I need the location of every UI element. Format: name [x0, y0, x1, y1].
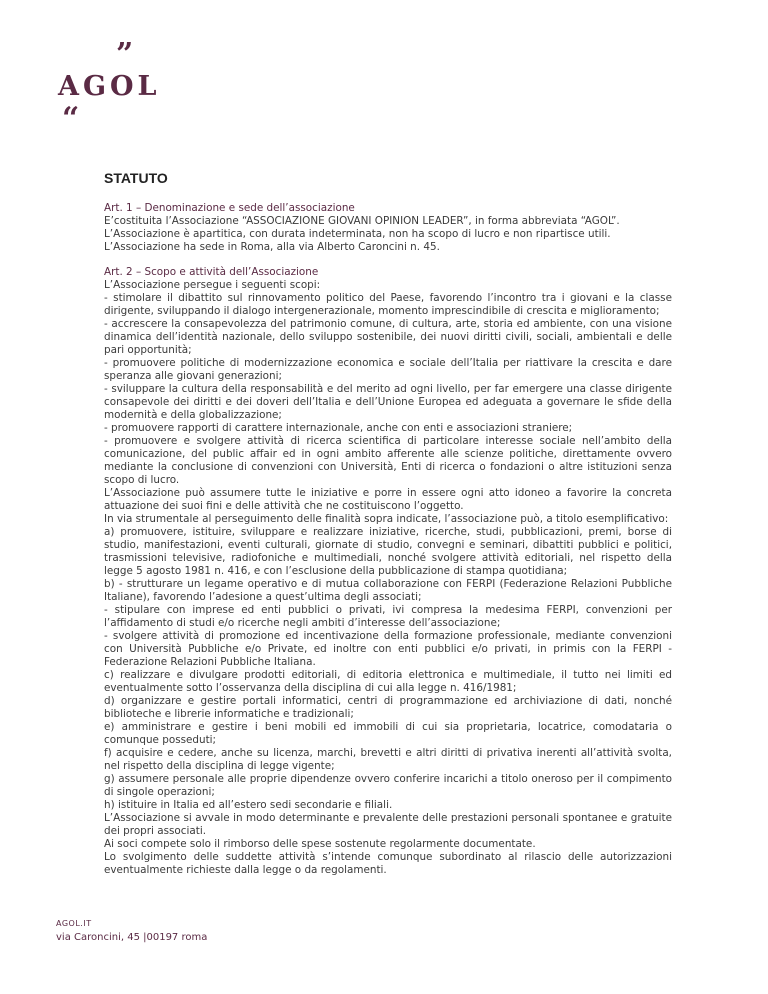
- article-paragraph: - promuovere politiche di modernizzazione economica e sociale dell’Italia per riattivare la crescita e dare speranza alle giovani generazioni;: [104, 357, 672, 382]
- article-paragraph: E’costituita l’Associazione “ASSOCIAZIONE GIOVANI OPINION LEADER”, in forma abbreviata “AGOL”.: [104, 215, 620, 227]
- article-paragraph: - accrescere la consapevolezza del patrimonio comune, di cultura, arte, storia ed ambiente, con una visione dinamica dell’identità nazionale, dello sviluppo sostenibile, dei nuovi diritti civili, sociali, ambientali e delle pari opportunità;: [104, 318, 672, 356]
- article-paragraph: L’Associazione è apartitica, con durata indeterminata, non ha scopo di lucro e non ripartisce utili.: [104, 228, 611, 240]
- article-1: [104, 202, 672, 254]
- article-paragraph: - promuovere rapporti di carattere internazionale, anche con enti e associazioni straniere;: [104, 422, 573, 434]
- article-paragraph: L’Associazione ha sede in Roma, alla via Alberto Caroncini n. 45.: [104, 241, 440, 253]
- article-body: [104, 215, 672, 254]
- article-heading: Art. 1 – Denominazione e sede dell’associazione: [104, 202, 355, 214]
- article-paragraph: e) amministrare e gestire i beni mobili ed immobili di cui sia proprietaria, locatrice, comodataria o comunque posseduti;: [104, 721, 672, 746]
- article-paragraph: - promuovere e svolgere attività di ricerca scientifica di particolare interesse sociale nell’ambito della comunicazione, del public affair ed in ogni ambito afferente alle scienze politiche, direttamente ovvero mediante la conclusione di convenzioni con Università, Enti di ricerca o fondazioni o altre istituzioni senza scopo di lucro.: [104, 435, 672, 486]
- articles-container: [104, 202, 672, 877]
- article-paragraph: d) organizzare e gestire portali informatici, centri di programmazione ed archiviazione di dati, nonché biblioteche e librerie informatiche e tradizionali;: [104, 695, 672, 720]
- article-paragraph: f) acquisire e cedere, anche su licenza, marchi, brevetti e altri diritti di privativa inerenti all’attività svolta, nel rispetto della disciplina di legge vigente;: [104, 747, 672, 772]
- article-paragraph: L’Associazione si avvale in modo determinante e prevalente delle prestazioni personali spontanee e gratuite dei propri associati.: [104, 812, 672, 837]
- article-paragraph: - stipulare con imprese ed enti pubblici o privati, ivi compresa la medesima FERPI, convenzioni per l’affidamento di studi e/o ricerche negli ambiti d’interesse dell’associazione;: [104, 604, 672, 629]
- article-paragraph: h) istituire in Italia ed all’estero sedi secondarie e filiali.: [104, 799, 393, 811]
- article-paragraph: L’Associazione persegue i seguenti scopi:: [104, 279, 321, 291]
- article-heading: Art. 2 – Scopo e attività dell’Associazione: [104, 266, 319, 278]
- article-body: [104, 279, 672, 877]
- article-paragraph: b) - strutturare un legame operativo e di mutua collaborazione con FERPI (Federazione Relazioni Pubbliche Italiane), favorendo l’adesione a quest’ultima degli associati;: [104, 578, 672, 603]
- logo-wordmark: AGOL: [58, 71, 161, 102]
- article-paragraph: Ai soci compete solo il rimborso delle spese sostenute regolarmente documentate.: [104, 838, 536, 850]
- article-paragraph: g) assumere personale alle proprie dipendenze ovvero conferire incarichi a titolo oneroso per il compimento di singole operazioni;: [104, 773, 672, 798]
- article-paragraph: a) promuovere, istituire, sviluppare e realizzare iniziative, ricerche, studi, pubblicazioni, premi, borse di studio, manifestazioni, eventi culturali, giornate di studio, convegni e seminari, dibattiti pubblici e politici, trasmissioni televisive, radiofoniche e multimediali, nonché svolgere attività editoriali, nel rispetto della legge 5 agosto 1981 n. 416, e con l’esclusione della pubblicazione di stampa quotidiana;: [104, 526, 672, 577]
- statute-document: [104, 170, 672, 889]
- article-paragraph: Lo svolgimento delle suddette attività s’intende comunque subordinato al rilascio delle autorizzazioni eventualmente richieste dalla legge o da regolamenti.: [104, 851, 672, 876]
- logo-quote-top: ”: [116, 37, 134, 72]
- article-paragraph: - stimolare il dibattito sul rinnovamento politico del Paese, favorendo l’incontro tra i giovani e la classe dirigente, sviluppando il dialogo intergenerazionale, momento imprescindibile di crescita e miglioramento;: [104, 292, 672, 317]
- footer-address: via Caroncini, 45 |00197 roma: [56, 932, 208, 943]
- article-paragraph: - sviluppare la cultura della responsabilità e del merito ad ogni livello, per far emergere una classe dirigente consapevole dei diritti e dei doveri dell’Italia e dell’Unione Europea ed adeguata a governare le sfide della modernità e della globalizzazione;: [104, 383, 672, 421]
- logo-quote-bottom: “: [62, 101, 80, 136]
- article-paragraph: In via strumentale al perseguimento delle finalità sopra indicate, l’associazione può, a titolo esemplificativo:: [104, 513, 669, 525]
- article-paragraph: c) realizzare e divulgare prodotti editoriali, di editoria elettronica e multimediale, il tutto nei limiti ed eventualmente sotto l’osservanza della disciplina di cui alla legge n. 416/1981;: [104, 669, 672, 694]
- article-2: [104, 266, 672, 877]
- article-paragraph: - svolgere attività di promozione ed incentivazione della formazione professionale, mediante convenzioni con Università Pubbliche e/o Private, ed inoltre con enti pubblici e/o privati, in primis con la FERPI - Federazione Relazioni Pubbliche Italiana.: [104, 630, 672, 668]
- article-paragraph: L’Associazione può assumere tutte le iniziative e porre in essere ogni atto idoneo a favorire la concreta attuazione dei suoi fini e delle attività che ne costituiscono l’oggetto.: [104, 487, 672, 512]
- document-title: STATUTO: [104, 170, 168, 186]
- footer-site: AGOL.IT: [56, 919, 92, 928]
- footer: [56, 918, 207, 946]
